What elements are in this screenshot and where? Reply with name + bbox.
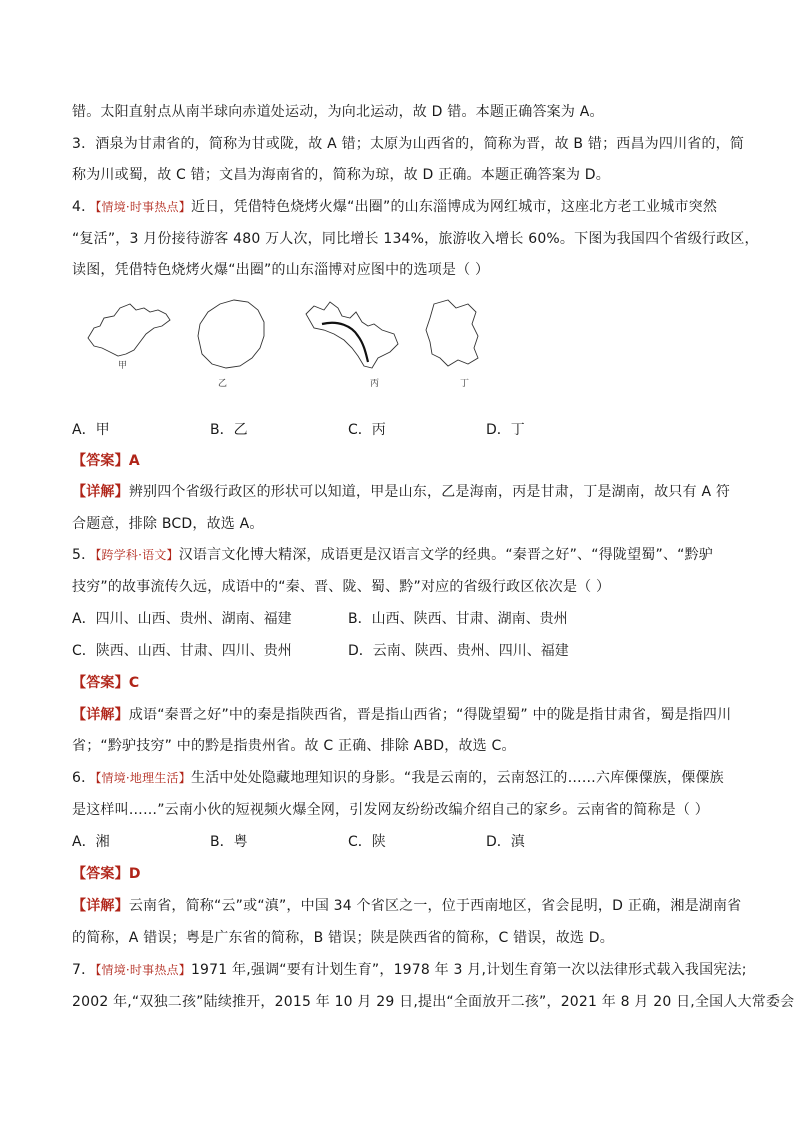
- province-map-hunan: [420, 296, 486, 372]
- q5-detail-line1: [72, 705, 732, 725]
- answer-label: 【答案】: [72, 453, 129, 469]
- q7-stem-text: 1971 年,强调“要有计划生育”，1978 年 3 月,计划生育第一次以法律形式载入我国宪法;: [190, 962, 747, 978]
- q5-option-c[interactable]: C．陕西、山西、甘肃、四川、贵州: [72, 643, 292, 659]
- answer-value: D: [128, 866, 141, 882]
- q4-stem-line2: “复活”，3 月份接待游客 480 万人次，同比增长 134%，旅游收入增长 60%。下图为我国四个省级行政区，: [72, 231, 759, 247]
- q2-explanation-tail: 错。太阳直射点从南半球向赤道处运动，为向北运动，故 D 错。本题正确答案为 A。: [72, 104, 604, 120]
- question-number: 6．: [72, 770, 96, 786]
- q7-stem-line2: 2002 年,“双独二孩”陆续推开，2015 年 10 月 29 日,提出“全面放开二孩”，2021 年 8 月 20 日,全国人大常委会: [72, 994, 794, 1010]
- map-caption-bing: 丙: [370, 379, 380, 389]
- map-caption-yi: 乙: [218, 379, 228, 389]
- q4-option-b[interactable]: B．乙: [210, 422, 248, 438]
- q6-stem-line1: [72, 768, 724, 788]
- q7-stem-line1: [72, 960, 747, 980]
- detail-text: 成语“秦晋之好”中的秦是指陕西省，晋是指山西省；“得陇望蜀” 中的陇是指甘肃省，蜀是指四川: [128, 707, 732, 723]
- detail-label: 【详解】: [72, 484, 129, 500]
- q4-answer: [72, 451, 724, 471]
- q4-option-a[interactable]: A．甲: [72, 422, 110, 438]
- q4-option-c[interactable]: C．丙: [348, 422, 386, 438]
- answer-label: 【答案】: [72, 866, 129, 882]
- q6-stem-text: 生活中处处隐藏地理知识的身影。“我是云南的，云南怒江的……六库傈僳族，傈僳族: [190, 770, 724, 786]
- q5-option-a[interactable]: A．四川、山西、贵州、湖南、福建: [72, 611, 292, 627]
- province-map-hainan: [190, 296, 270, 372]
- q4-detail-line2: 合题意，排除 BCD，故选 A。: [72, 516, 264, 532]
- detail-text: 云南省，简称“云”或“滇”，中国 34 个省区之一，位于西南地区，省会昆明，D 正确，湘是湖南省: [128, 898, 742, 914]
- answer-value: C: [128, 675, 140, 691]
- q4-stem-line3: 读图，凭借特色烧烤火爆“出圈”的山东淄博对应图中的选项是（ ）: [72, 262, 490, 278]
- q5-stem-line1: [72, 545, 724, 565]
- q4-detail-line1: [72, 482, 731, 502]
- question-number: 7．: [72, 962, 96, 978]
- q6-detail-line2: 的简称，A 错误；粤是广东省的简称，B 错误；陕是陕西省的简称，C 错误，故选 D。: [72, 930, 614, 946]
- q5-option-b[interactable]: B．山西、陕西、甘肃、湖南、贵州: [348, 611, 568, 627]
- detail-label: 【详解】: [72, 898, 129, 914]
- q4-stem-line1: [72, 197, 724, 217]
- question-number: 4．: [72, 199, 96, 215]
- q4-stem-text: 近日，凭借特色烧烤火爆“出圈”的山东淄博成为网红城市，这座北方老工业城市突然: [190, 199, 718, 215]
- q6-option-b[interactable]: B．粤: [210, 834, 248, 850]
- q6-stem-line2: 是这样叫……”云南小伙的短视频火爆全网，引发网友纷纷改编介绍自己的家乡。云南省的简称是（ ）: [72, 802, 709, 818]
- q4-option-d[interactable]: D．丁: [486, 422, 525, 438]
- q6-answer: [72, 864, 724, 884]
- question-tag: 【情境·地理生活】: [95, 771, 191, 785]
- question-tag: 【跨学科·语文】: [95, 548, 179, 562]
- detail-text: 辨别四个省级行政区的形状可以知道，甲是山东，乙是海南，丙是甘肃，丁是湖南，故只有 A 符: [128, 484, 731, 500]
- question-number: 5．: [72, 547, 96, 563]
- map-caption-jia: 甲: [118, 361, 128, 371]
- answer-label: 【答案】: [72, 675, 129, 691]
- q5-detail-line2: 省；“黔驴技穷” 中的黔是指贵州省。故 C 正确、排除 ABD，故选 C。: [72, 738, 516, 754]
- question-tag: 【情境·时事热点】: [95, 200, 191, 214]
- q3-explanation-line2: 称为川或蜀，故 C 错；文昌为海南省的，简称为琼，故 D 正确。本题正确答案为 D。: [72, 167, 610, 183]
- q5-stem-line2: 技穷”的故事流传久远，成语中的“秦、晋、陇、蜀、黔”对应的省级行政区依次是（ ）: [72, 579, 611, 595]
- q5-stem-text: 汉语言文化博大精深，成语更是汉语言文学的经典。“秦晋之好”、“得陇望蜀”、“黔驴: [178, 547, 713, 563]
- province-map-shandong: [84, 298, 174, 362]
- question-tag: 【情境·时事热点】: [95, 963, 191, 977]
- map-caption-ding: 丁: [460, 379, 470, 389]
- province-map-gansu: [302, 296, 402, 372]
- q6-option-c[interactable]: C．陕: [348, 834, 386, 850]
- q5-option-d[interactable]: D．云南、陕西、贵州、四川、福建: [348, 643, 569, 659]
- q6-option-a[interactable]: A．湘: [72, 834, 110, 850]
- detail-label: 【详解】: [72, 707, 129, 723]
- q5-answer: [72, 673, 724, 693]
- q3-explanation-line1: 3．酒泉为甘肃省的，简称为甘或陇，故 A 错；太原为山西省的，简称为晋，故 B 错；西昌为四川省的，简: [72, 136, 745, 152]
- q6-option-d[interactable]: D．滇: [486, 834, 525, 850]
- answer-value: A: [128, 453, 140, 469]
- q6-detail-line1: [72, 896, 742, 916]
